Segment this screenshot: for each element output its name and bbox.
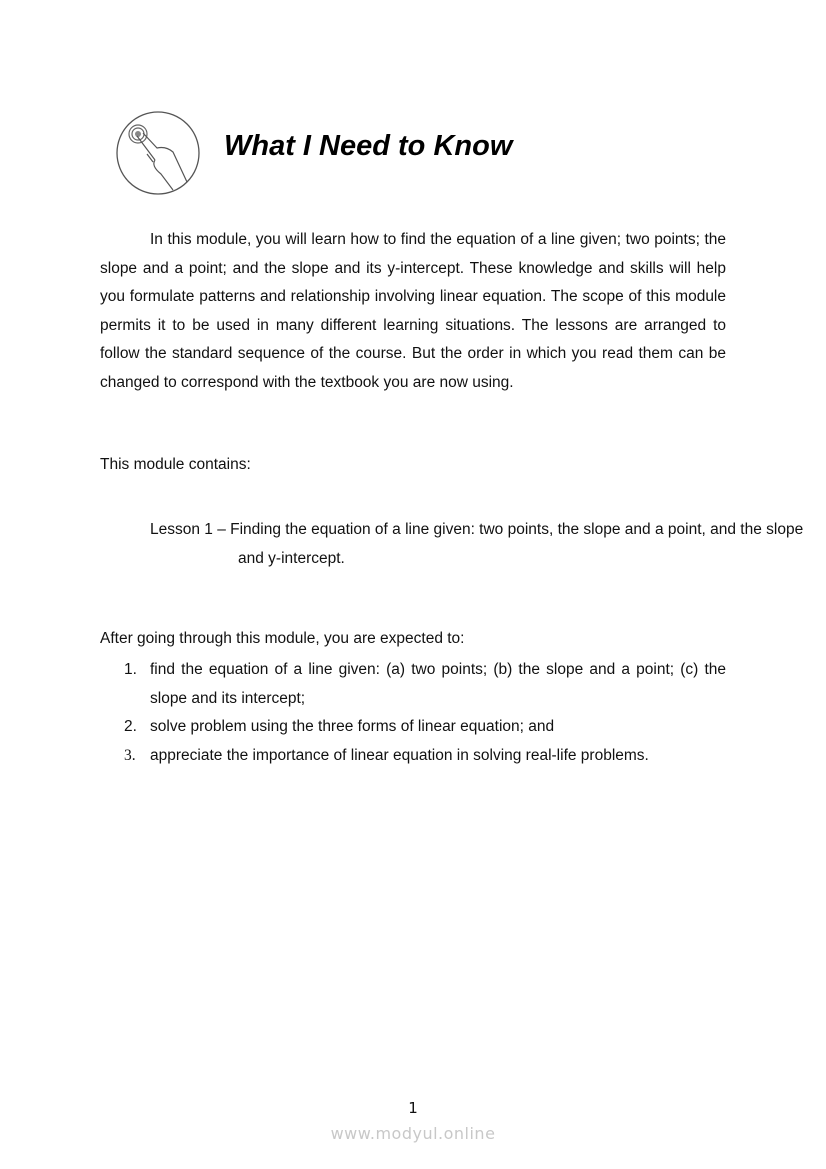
contains-label: This module contains: xyxy=(100,456,251,473)
list-item xyxy=(100,656,726,713)
objectives-list xyxy=(100,656,726,771)
item-number: 2. xyxy=(124,718,137,736)
list-item xyxy=(100,713,726,742)
item-number: 3. xyxy=(124,747,136,765)
item-text: find the equation of a line given: (a) two points; (b) the slope and a point; (c) the slope and its intercept; xyxy=(150,661,726,707)
watermark: www.modyul.online xyxy=(330,1124,496,1143)
page-number: 1 xyxy=(408,1099,418,1117)
intro-paragraph: In this module, you will learn how to find the equation of a line given; two points; the slope and a point; and the slope and its y-intercept. These knowledge and skills will help you formulate patterns and relationship involving linear equation. The scope of this module permits it to be used in many different learning situations. The lessons are arranged to follow the standard sequence of the course. But the order in which you read them can be changed to correspond with the textbook you are now using. xyxy=(100,231,726,391)
item-number: 1. xyxy=(124,661,137,678)
item-text: solve problem using the three forms of linear equation; and xyxy=(150,718,555,736)
section-title: What I Need to Know xyxy=(224,130,513,162)
list-item xyxy=(100,742,726,771)
objectives-intro: After going through this module, you are expected to: xyxy=(100,630,465,647)
lesson-item: Lesson 1 – Finding the equation of a line given: two points, the slope and a point, and the slope and y-intercept. xyxy=(150,521,804,567)
pointing-hand-icon xyxy=(111,110,207,196)
item-text: appreciate the importance of linear equation in solving real-life problems. xyxy=(150,747,649,765)
